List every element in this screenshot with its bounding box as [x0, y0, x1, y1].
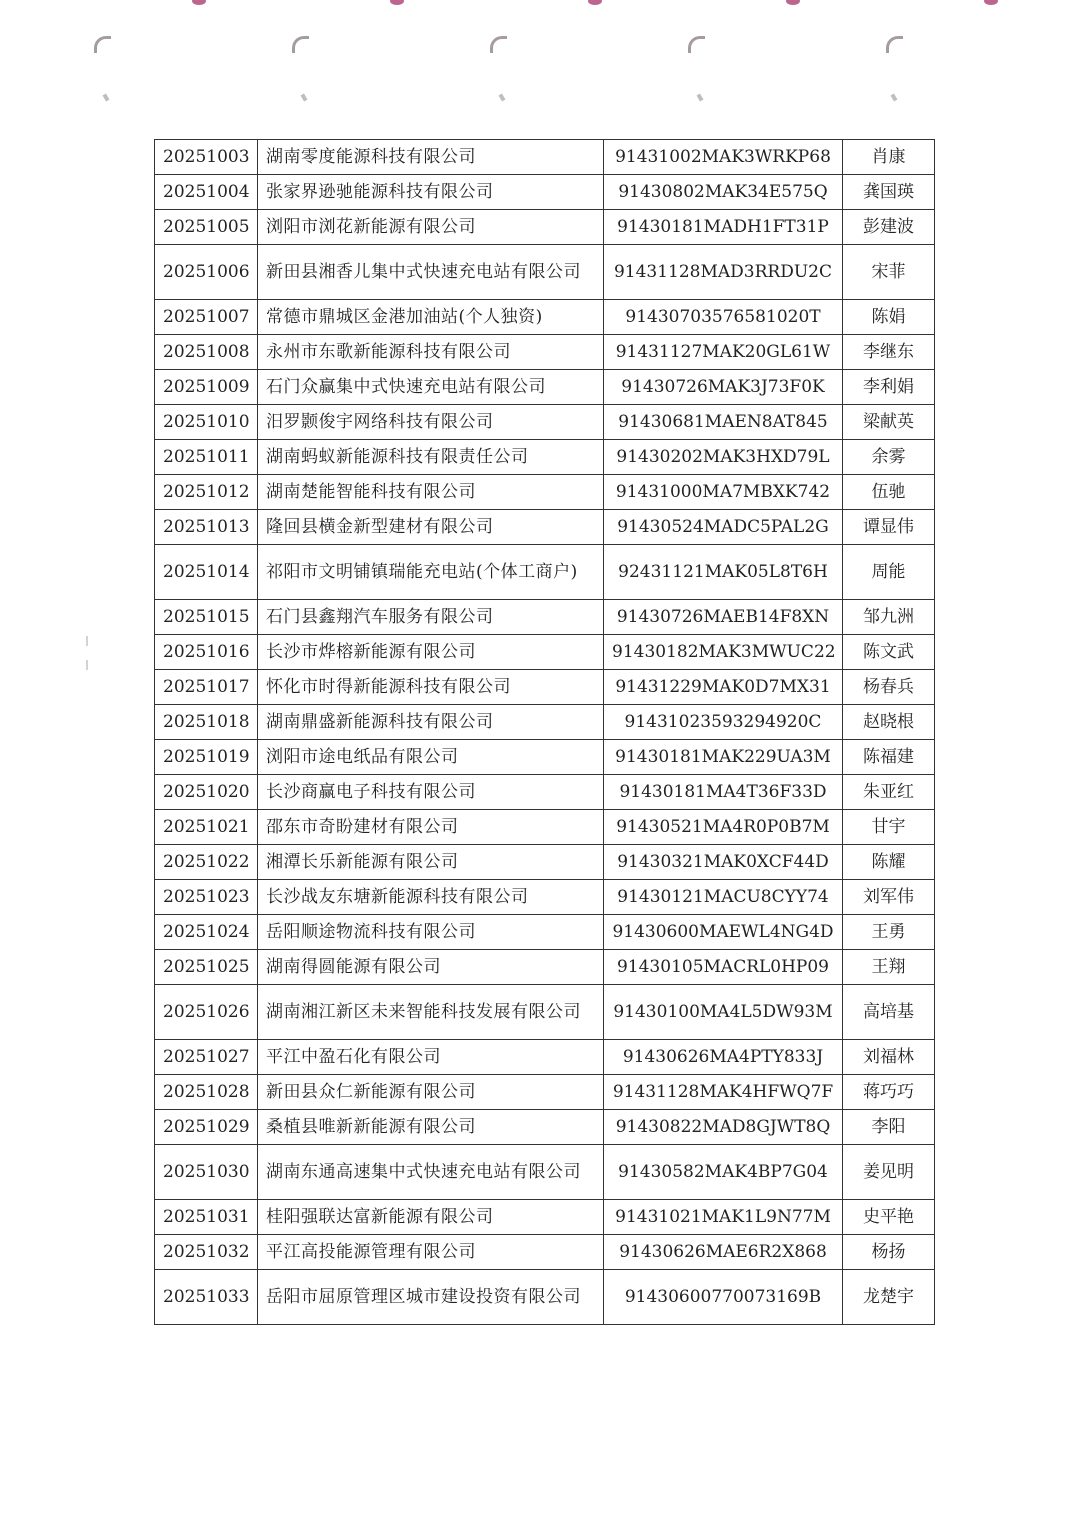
legal-representative-cell: 王翔	[843, 950, 935, 985]
company-name-cell: 湖南东通高速集中式快速充电站有限公司	[258, 1145, 604, 1200]
company-name-cell: 湖南鼎盛新能源科技有限公司	[258, 705, 604, 740]
scan-tick-mark	[499, 93, 506, 101]
credit-code-cell: 91431002MAK3WRKP68	[604, 140, 843, 175]
company-name-cell: 湖南楚能智能科技有限公司	[258, 475, 604, 510]
table-row	[155, 1110, 935, 1145]
company-name-cell: 岳阳顺途物流科技有限公司	[258, 915, 604, 950]
registration-number-cell: 20251027	[155, 1040, 258, 1075]
scan-tick-mark	[301, 93, 308, 101]
table-row	[155, 335, 935, 370]
legal-representative-cell: 陈娟	[843, 300, 935, 335]
legal-representative-cell: 余雾	[843, 440, 935, 475]
registration-number-cell: 20251013	[155, 510, 258, 545]
legal-representative-cell: 陈耀	[843, 845, 935, 880]
scan-hook-mark	[490, 36, 507, 53]
registration-number-cell: 20251016	[155, 635, 258, 670]
credit-code-cell: 92431121MAK05L8T6H	[604, 545, 843, 600]
table-row	[155, 475, 935, 510]
registration-number-cell: 20251017	[155, 670, 258, 705]
credit-code-cell: 91430524MADC5PAL2G	[604, 510, 843, 545]
legal-representative-cell: 周能	[843, 545, 935, 600]
credit-code-cell: 91430626MA4PTY833J	[604, 1040, 843, 1075]
credit-code-cell: 91430802MAK34E575Q	[604, 175, 843, 210]
registration-number-cell: 20251023	[155, 880, 258, 915]
credit-code-cell: 91430182MAK3MWUC22	[604, 635, 843, 670]
scan-tick-mark	[103, 93, 110, 101]
company-name-cell: 怀化市时得新能源科技有限公司	[258, 670, 604, 705]
table-row	[155, 245, 935, 300]
table-row	[155, 740, 935, 775]
legal-representative-cell: 杨扬	[843, 1235, 935, 1270]
registration-number-cell: 20251007	[155, 300, 258, 335]
credit-code-cell: 91430822MAD8GJWT8Q	[604, 1110, 843, 1145]
scan-hook-mark	[688, 36, 705, 53]
registry-table	[154, 139, 935, 1325]
company-name-cell: 长沙商赢电子科技有限公司	[258, 775, 604, 810]
credit-code-cell: 91431128MAK4HFWQ7F	[604, 1075, 843, 1110]
legal-representative-cell: 姜见明	[843, 1145, 935, 1200]
credit-code-cell: 91430181MA4T36F33D	[604, 775, 843, 810]
company-name-cell: 长沙市烨榕新能源有限公司	[258, 635, 604, 670]
table-row	[155, 845, 935, 880]
company-name-cell: 汨罗颢俊宇网络科技有限公司	[258, 405, 604, 440]
credit-code-cell: 91430105MACRL0HP09	[604, 950, 843, 985]
table-row	[155, 880, 935, 915]
table-row	[155, 140, 935, 175]
table-row	[155, 950, 935, 985]
company-name-cell: 石门众赢集中式快速充电站有限公司	[258, 370, 604, 405]
credit-code-cell: 91430121MACU8CYY74	[604, 880, 843, 915]
table-row	[155, 405, 935, 440]
credit-code-cell: 91430321MAK0XCF44D	[604, 845, 843, 880]
registration-number-cell: 20251010	[155, 405, 258, 440]
legal-representative-cell: 宋菲	[843, 245, 935, 300]
table-row	[155, 1075, 935, 1110]
table-row	[155, 1145, 935, 1200]
company-name-cell: 湖南蚂蚁新能源科技有限责任公司	[258, 440, 604, 475]
page-header-marks	[0, 0, 1080, 130]
scan-hook-mark	[886, 36, 903, 53]
table-row	[155, 545, 935, 600]
company-name-cell: 湖南得圆能源有限公司	[258, 950, 604, 985]
legal-representative-cell: 陈文武	[843, 635, 935, 670]
legal-representative-cell: 龚国瑛	[843, 175, 935, 210]
registration-number-cell: 20251028	[155, 1075, 258, 1110]
table-row	[155, 510, 935, 545]
company-name-cell: 新田县湘香儿集中式快速充电站有限公司	[258, 245, 604, 300]
registration-number-cell: 20251025	[155, 950, 258, 985]
credit-code-cell: 91430100MA4L5DW93M	[604, 985, 843, 1040]
credit-code-cell: 91430726MAK3J73F0K	[604, 370, 843, 405]
legal-representative-cell: 高培基	[843, 985, 935, 1040]
credit-code-cell: 91431229MAK0D7MX31	[604, 670, 843, 705]
legal-representative-cell: 梁献英	[843, 405, 935, 440]
credit-code-cell: 91431023593294920C	[604, 705, 843, 740]
legal-representative-cell: 李利娟	[843, 370, 935, 405]
registration-number-cell: 20251032	[155, 1235, 258, 1270]
table-row	[155, 985, 935, 1040]
credit-code-cell: 91431000MA7MBXK742	[604, 475, 843, 510]
registration-number-cell: 20251031	[155, 1200, 258, 1235]
legal-representative-cell: 赵晓根	[843, 705, 935, 740]
company-name-cell: 平江高投能源管理有限公司	[258, 1235, 604, 1270]
table-row	[155, 1200, 935, 1235]
scan-tick-mark	[697, 93, 704, 101]
credit-code-cell: 91430703576581020T	[604, 300, 843, 335]
table-row	[155, 1040, 935, 1075]
registration-number-cell: 20251009	[155, 370, 258, 405]
punch-dot-mark	[786, 0, 800, 5]
table-row	[155, 915, 935, 950]
company-name-cell: 新田县众仁新能源有限公司	[258, 1075, 604, 1110]
company-name-cell: 隆回县横金新型建材有限公司	[258, 510, 604, 545]
registration-number-cell: 20251003	[155, 140, 258, 175]
credit-code-cell: 91431021MAK1L9N77M	[604, 1200, 843, 1235]
registration-number-cell: 20251014	[155, 545, 258, 600]
company-name-cell: 永州市东歌新能源科技有限公司	[258, 335, 604, 370]
company-name-cell: 桑植县唯新新能源有限公司	[258, 1110, 604, 1145]
table-row	[155, 1235, 935, 1270]
company-name-cell: 石门县鑫翔汽车服务有限公司	[258, 600, 604, 635]
legal-representative-cell: 伍驰	[843, 475, 935, 510]
legal-representative-cell: 彭建波	[843, 210, 935, 245]
company-name-cell: 张家界逊驰能源科技有限公司	[258, 175, 604, 210]
scan-hook-mark	[94, 36, 111, 53]
table-row	[155, 175, 935, 210]
table-row	[155, 300, 935, 335]
company-name-cell: 浏阳市浏花新能源有限公司	[258, 210, 604, 245]
table-row	[155, 635, 935, 670]
punch-dot-mark	[390, 0, 404, 5]
credit-code-cell: 91431128MAD3RRDU2C	[604, 245, 843, 300]
company-name-cell: 长沙战友东塘新能源科技有限公司	[258, 880, 604, 915]
credit-code-cell: 91430181MAK229UA3M	[604, 740, 843, 775]
credit-code-cell: 91430681MAEN8AT845	[604, 405, 843, 440]
company-name-cell: 桂阳强联达富新能源有限公司	[258, 1200, 604, 1235]
credit-code-cell: 91430181MADH1FT31P	[604, 210, 843, 245]
registry-table-body	[155, 140, 935, 1325]
table-row	[155, 210, 935, 245]
credit-code-cell: 91430600770073169B	[604, 1270, 843, 1325]
registration-number-cell: 20251020	[155, 775, 258, 810]
table-row	[155, 370, 935, 405]
legal-representative-cell: 刘军伟	[843, 880, 935, 915]
registration-number-cell: 20251005	[155, 210, 258, 245]
registration-number-cell: 20251018	[155, 705, 258, 740]
credit-code-cell: 91430582MAK4BP7G04	[604, 1145, 843, 1200]
table-row	[155, 670, 935, 705]
legal-representative-cell: 陈福建	[843, 740, 935, 775]
legal-representative-cell: 肖康	[843, 140, 935, 175]
registration-number-cell: 20251004	[155, 175, 258, 210]
table-row	[155, 1270, 935, 1325]
table-row	[155, 440, 935, 475]
legal-representative-cell: 杨春兵	[843, 670, 935, 705]
credit-code-cell: 91430726MAEB14F8XN	[604, 600, 843, 635]
registration-number-cell: 20251011	[155, 440, 258, 475]
credit-code-cell: 91430202MAK3HXD79L	[604, 440, 843, 475]
registration-number-cell: 20251022	[155, 845, 258, 880]
registration-number-cell: 20251033	[155, 1270, 258, 1325]
scan-hook-mark	[292, 36, 309, 53]
punch-dot-mark	[192, 0, 206, 5]
company-name-cell: 湖南零度能源科技有限公司	[258, 140, 604, 175]
legal-representative-cell: 谭显伟	[843, 510, 935, 545]
legal-representative-cell: 史平艳	[843, 1200, 935, 1235]
margin-punch-mark	[86, 636, 91, 646]
company-name-cell: 常德市鼎城区金港加油站(个人独资)	[258, 300, 604, 335]
legal-representative-cell: 朱亚红	[843, 775, 935, 810]
company-name-cell: 岳阳市屈原管理区城市建设投资有限公司	[258, 1270, 604, 1325]
company-name-cell: 邵东市奇盼建材有限公司	[258, 810, 604, 845]
credit-code-cell: 91430626MAE6R2X868	[604, 1235, 843, 1270]
legal-representative-cell: 王勇	[843, 915, 935, 950]
registration-number-cell: 20251006	[155, 245, 258, 300]
company-name-cell: 湖南湘江新区未来智能科技发展有限公司	[258, 985, 604, 1040]
company-name-cell: 祁阳市文明铺镇瑞能充电站(个体工商户)	[258, 545, 604, 600]
registration-number-cell: 20251026	[155, 985, 258, 1040]
legal-representative-cell: 邹九洲	[843, 600, 935, 635]
table-row	[155, 705, 935, 740]
legal-representative-cell: 甘宇	[843, 810, 935, 845]
registration-number-cell: 20251012	[155, 475, 258, 510]
margin-punch-mark	[86, 660, 91, 670]
company-name-cell: 平江中盈石化有限公司	[258, 1040, 604, 1075]
table-row	[155, 600, 935, 635]
company-name-cell: 湘潭长乐新能源有限公司	[258, 845, 604, 880]
registration-number-cell: 20251008	[155, 335, 258, 370]
registration-number-cell: 20251021	[155, 810, 258, 845]
registration-number-cell: 20251019	[155, 740, 258, 775]
company-name-cell: 浏阳市途电纸品有限公司	[258, 740, 604, 775]
registration-number-cell: 20251024	[155, 915, 258, 950]
scan-tick-mark	[891, 93, 898, 101]
legal-representative-cell: 蒋巧巧	[843, 1075, 935, 1110]
credit-code-cell: 91431127MAK20GL61W	[604, 335, 843, 370]
legal-representative-cell: 刘福林	[843, 1040, 935, 1075]
legal-representative-cell: 李继东	[843, 335, 935, 370]
table-row	[155, 810, 935, 845]
credit-code-cell: 91430600MAEWL4NG4D	[604, 915, 843, 950]
registration-number-cell: 20251030	[155, 1145, 258, 1200]
registration-number-cell: 20251029	[155, 1110, 258, 1145]
credit-code-cell: 91430521MA4R0P0B7M	[604, 810, 843, 845]
punch-dot-mark	[588, 0, 602, 5]
legal-representative-cell: 李阳	[843, 1110, 935, 1145]
legal-representative-cell: 龙楚宇	[843, 1270, 935, 1325]
registration-number-cell: 20251015	[155, 600, 258, 635]
table-row	[155, 775, 935, 810]
punch-dot-mark	[984, 0, 998, 5]
